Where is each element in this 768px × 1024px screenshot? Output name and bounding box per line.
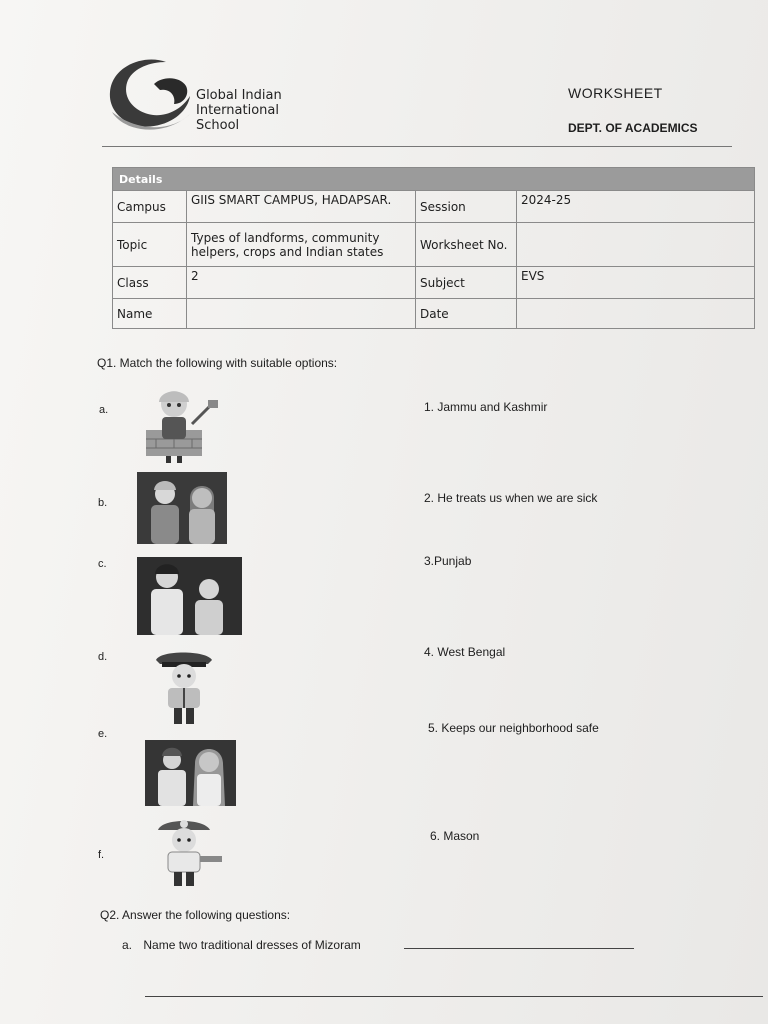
match-option: 4. West Bengal: [424, 645, 506, 659]
mason-picture: [144, 384, 224, 464]
match-option: 2. He treats us when we are sick: [424, 491, 598, 505]
name-field[interactable]: [187, 299, 416, 329]
doctor-picture: [150, 816, 228, 890]
answer-line[interactable]: [145, 996, 763, 997]
school-name-line: International: [196, 103, 279, 118]
topic-label: Topic: [113, 223, 187, 267]
question-2a: [122, 938, 361, 952]
answer-line[interactable]: [404, 948, 634, 949]
worksheet-no-label: Worksheet No.: [416, 223, 517, 267]
class-label: Class: [113, 267, 187, 299]
bengali-couple-picture: [145, 740, 236, 806]
header-divider: [102, 146, 732, 147]
campus-value: GIIS SMART CAMPUS, HADAPSAR.: [187, 191, 416, 223]
subject-value: EVS: [517, 267, 755, 299]
date-field[interactable]: [517, 299, 755, 329]
details-heading: Details: [113, 168, 755, 191]
match-option: 1. Jammu and Kashmir: [424, 400, 548, 414]
question-1-prompt: Q1. Match the following with suitable options:: [97, 356, 338, 370]
document-type: WORKSHEET: [568, 85, 663, 101]
question-letter: a.: [122, 938, 133, 952]
police-officer-picture: [150, 646, 220, 728]
subject-label: Subject: [416, 267, 517, 299]
school-name-line: Global Indian: [196, 88, 282, 103]
session-label: Session: [416, 191, 517, 223]
match-option: 6. Mason: [430, 829, 480, 843]
details-table: [112, 167, 755, 329]
worksheet-no-field[interactable]: [517, 223, 755, 267]
school-name-line: School: [196, 118, 240, 133]
item-letter: d.: [98, 651, 108, 663]
item-letter: c.: [98, 558, 107, 570]
school-name: [196, 88, 282, 133]
punjabi-couple-picture: [137, 557, 242, 635]
match-option: 3.Punjab: [424, 554, 472, 568]
kashmiri-couple-picture: [137, 472, 227, 544]
class-value: 2: [187, 267, 416, 299]
topic-value: Types of landforms, community helpers, crops and Indian states: [187, 223, 416, 267]
item-letter: b.: [98, 497, 108, 509]
name-label: Name: [113, 299, 187, 329]
giis-logo-icon: [104, 52, 200, 136]
date-label: Date: [416, 299, 517, 329]
match-option: 5. Keeps our neighborhood safe: [428, 721, 599, 735]
campus-label: Campus: [113, 191, 187, 223]
item-letter: e.: [98, 728, 108, 740]
question-text: Name two traditional dresses of Mizoram: [143, 938, 361, 952]
question-2-prompt: Q2. Answer the following questions:: [100, 908, 291, 922]
session-value: 2024-25: [517, 191, 755, 223]
item-letter: f.: [98, 849, 105, 861]
department-name: DEPT. OF ACADEMICS: [568, 121, 698, 135]
item-letter: a.: [99, 404, 109, 416]
